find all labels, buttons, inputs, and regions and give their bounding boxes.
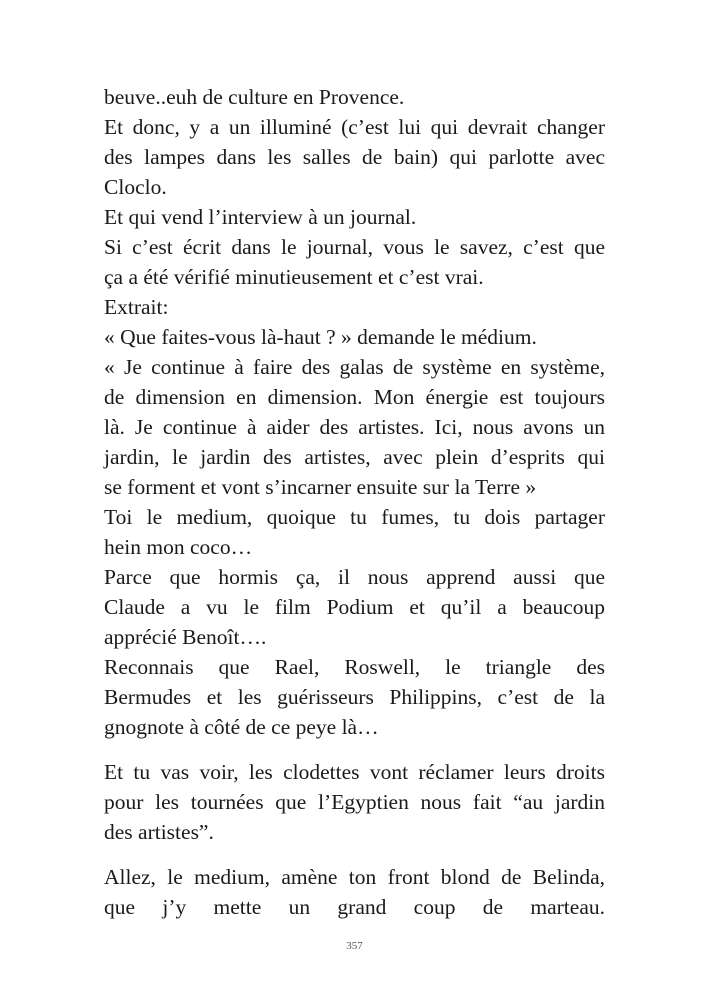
text-line: apprécié Benoît…. xyxy=(104,625,267,649)
text-line: des lampes dans les salles de bain) qui parlotte avec xyxy=(104,145,605,169)
text-line: gnognote à côté de ce peye là… xyxy=(104,715,379,739)
text-line: Et donc, y a un illuminé (c’est lui qui devrait changer xyxy=(104,115,605,139)
text-line: « Que faites-vous là-haut ? » demande le médium. xyxy=(104,325,537,349)
text-line: Reconnais que Rael, Roswell, le triangle des xyxy=(104,655,605,679)
text-line: de dimension en dimension. Mon énergie est toujours xyxy=(104,385,605,409)
text-line: Cloclo. xyxy=(104,175,167,199)
text-line: Et qui vend l’interview à un journal. xyxy=(104,205,417,229)
paragraph-medium xyxy=(104,862,605,922)
text-line: Claude a vu le film Podium et qu’il a beaucoup xyxy=(104,595,605,619)
text-line: Parce que hormis ça, il nous apprend aussi que xyxy=(104,565,605,589)
text-line: là. Je continue à aider des artistes. Ici, nous avons un xyxy=(104,415,605,439)
body-text xyxy=(104,82,605,922)
text-line: se forment et vont s’incarner ensuite sur la Terre » xyxy=(104,475,537,499)
page-number: 357 xyxy=(346,940,363,952)
text-line: pour les tournées que l’Egyptien nous fait “au jardin xyxy=(104,790,605,814)
text-line: Et tu vas voir, les clodettes vont réclamer leurs droits xyxy=(104,760,605,784)
paragraph-clodettes xyxy=(104,757,605,847)
text-line: beuve..euh de culture en Provence. xyxy=(104,85,405,109)
text-line: ça a été vérifié minutieusement et c’est vrai. xyxy=(104,265,484,289)
text-line: jardin, le jardin des artistes, avec plein d’esprits qui xyxy=(104,445,605,469)
text-line: des artistes”. xyxy=(104,820,214,844)
text-line: que j’y mette un grand coup de marteau. xyxy=(104,895,605,919)
text-line: « Je continue à faire des galas de système en système, xyxy=(104,355,605,379)
text-line: Bermudes et les guérisseurs Philippins, c’est de la xyxy=(104,685,605,709)
text-line: Si c’est écrit dans le journal, vous le savez, c’est que xyxy=(104,235,605,259)
text-line: Toi le medium, quoique tu fumes, tu dois partager xyxy=(104,505,605,529)
text-line: Allez, le medium, amène ton front blond de Belinda, xyxy=(104,865,605,889)
paragraph-main xyxy=(104,82,605,742)
text-line: Extrait: xyxy=(104,295,169,319)
text-line: hein mon coco… xyxy=(104,535,253,559)
